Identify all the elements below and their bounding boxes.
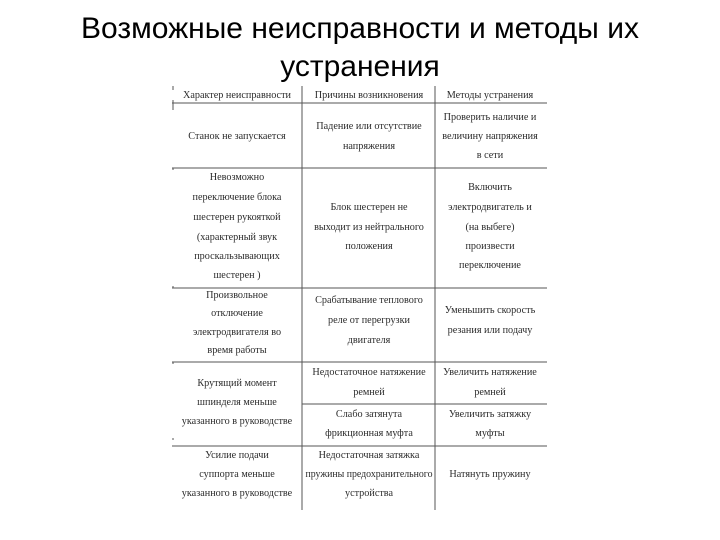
row4-fault: указанного в руководстве xyxy=(181,416,293,427)
slide-title-line-2: устранения xyxy=(280,50,440,83)
row2-cause: положения xyxy=(345,241,393,252)
row5-cause: устройства xyxy=(344,488,394,499)
header-remedy: Методы устранения xyxy=(446,90,534,101)
row1-cause: Падение или отсутствие xyxy=(316,121,422,132)
row3-fault: отключение xyxy=(211,308,263,319)
row2-remedy: произвести xyxy=(465,241,515,252)
row1-cause: напряжения xyxy=(342,141,396,152)
row5-fault: указанного в руководстве xyxy=(181,488,293,499)
table-text xyxy=(182,90,538,499)
row4a-remedy: Увеличить натяжение xyxy=(443,367,537,378)
fault-table-scan xyxy=(172,86,552,512)
row3-fault: электродвигателя во xyxy=(192,327,282,338)
row3-fault: Произвольное xyxy=(206,290,268,301)
row2-fault: (характерный звук xyxy=(196,232,278,243)
row2-fault: Невозможно xyxy=(209,172,265,183)
row4b-remedy: муфты xyxy=(475,428,505,439)
row2-fault: шестерен ) xyxy=(213,270,261,281)
row4b-cause: фрикционная муфта xyxy=(325,428,413,439)
row3-fault: время работы xyxy=(207,345,267,356)
row2-remedy: переключение xyxy=(459,260,521,271)
header-fault: Характер неисправности xyxy=(183,90,291,101)
slide-title-line-1: Возможные неисправности и методы их xyxy=(81,12,639,45)
row2-fault: переключение блока xyxy=(192,192,282,203)
row1-fault: Станок не запускается xyxy=(188,131,286,142)
row3-cause: реле от перегрузки xyxy=(328,315,410,326)
row4-fault: шпинделя меньше xyxy=(197,397,277,408)
row2-remedy: (на выбеге) xyxy=(465,222,515,233)
slide-title xyxy=(0,10,720,86)
row3-remedy: резания или подачу xyxy=(447,325,533,336)
row3-remedy: Уменьшить скорость xyxy=(444,305,536,316)
row5-cause: пружины предохранительного xyxy=(305,469,433,480)
row5-fault: суппорта меньше xyxy=(199,469,275,480)
row4b-cause: Слабо затянута xyxy=(335,409,403,420)
row1-remedy: в сети xyxy=(476,150,504,161)
row1-remedy: Проверить наличие и xyxy=(443,112,537,123)
row3-cause: двигателя xyxy=(347,335,391,346)
row2-cause: Блок шестерен не xyxy=(330,202,408,213)
row2-fault: проскальзывающих xyxy=(194,251,280,262)
row2-remedy: электродвигатель и xyxy=(448,202,532,213)
row2-cause: выходит из нейтрального xyxy=(314,222,424,233)
row2-remedy: Включить xyxy=(468,182,512,193)
header-cause: Причины возникновения xyxy=(314,90,424,101)
row4a-cause: ремней xyxy=(353,387,385,398)
row1-remedy: величину напряжения xyxy=(442,131,538,142)
row5-cause: Недостаточная затяжка xyxy=(318,450,420,461)
row2-fault: шестерен рукояткой xyxy=(193,212,281,223)
row5-fault: Усилие подачи xyxy=(205,450,269,461)
row3-cause: Срабатывание теплового xyxy=(315,295,423,306)
row4a-cause: Недостаточное натяжение xyxy=(312,367,426,378)
row4a-remedy: ремней xyxy=(474,387,506,398)
row4-fault: Крутящий момент xyxy=(197,378,277,389)
row4b-remedy: Увеличить затяжку xyxy=(448,409,532,420)
row5-remedy: Натянуть пружину xyxy=(449,469,531,480)
